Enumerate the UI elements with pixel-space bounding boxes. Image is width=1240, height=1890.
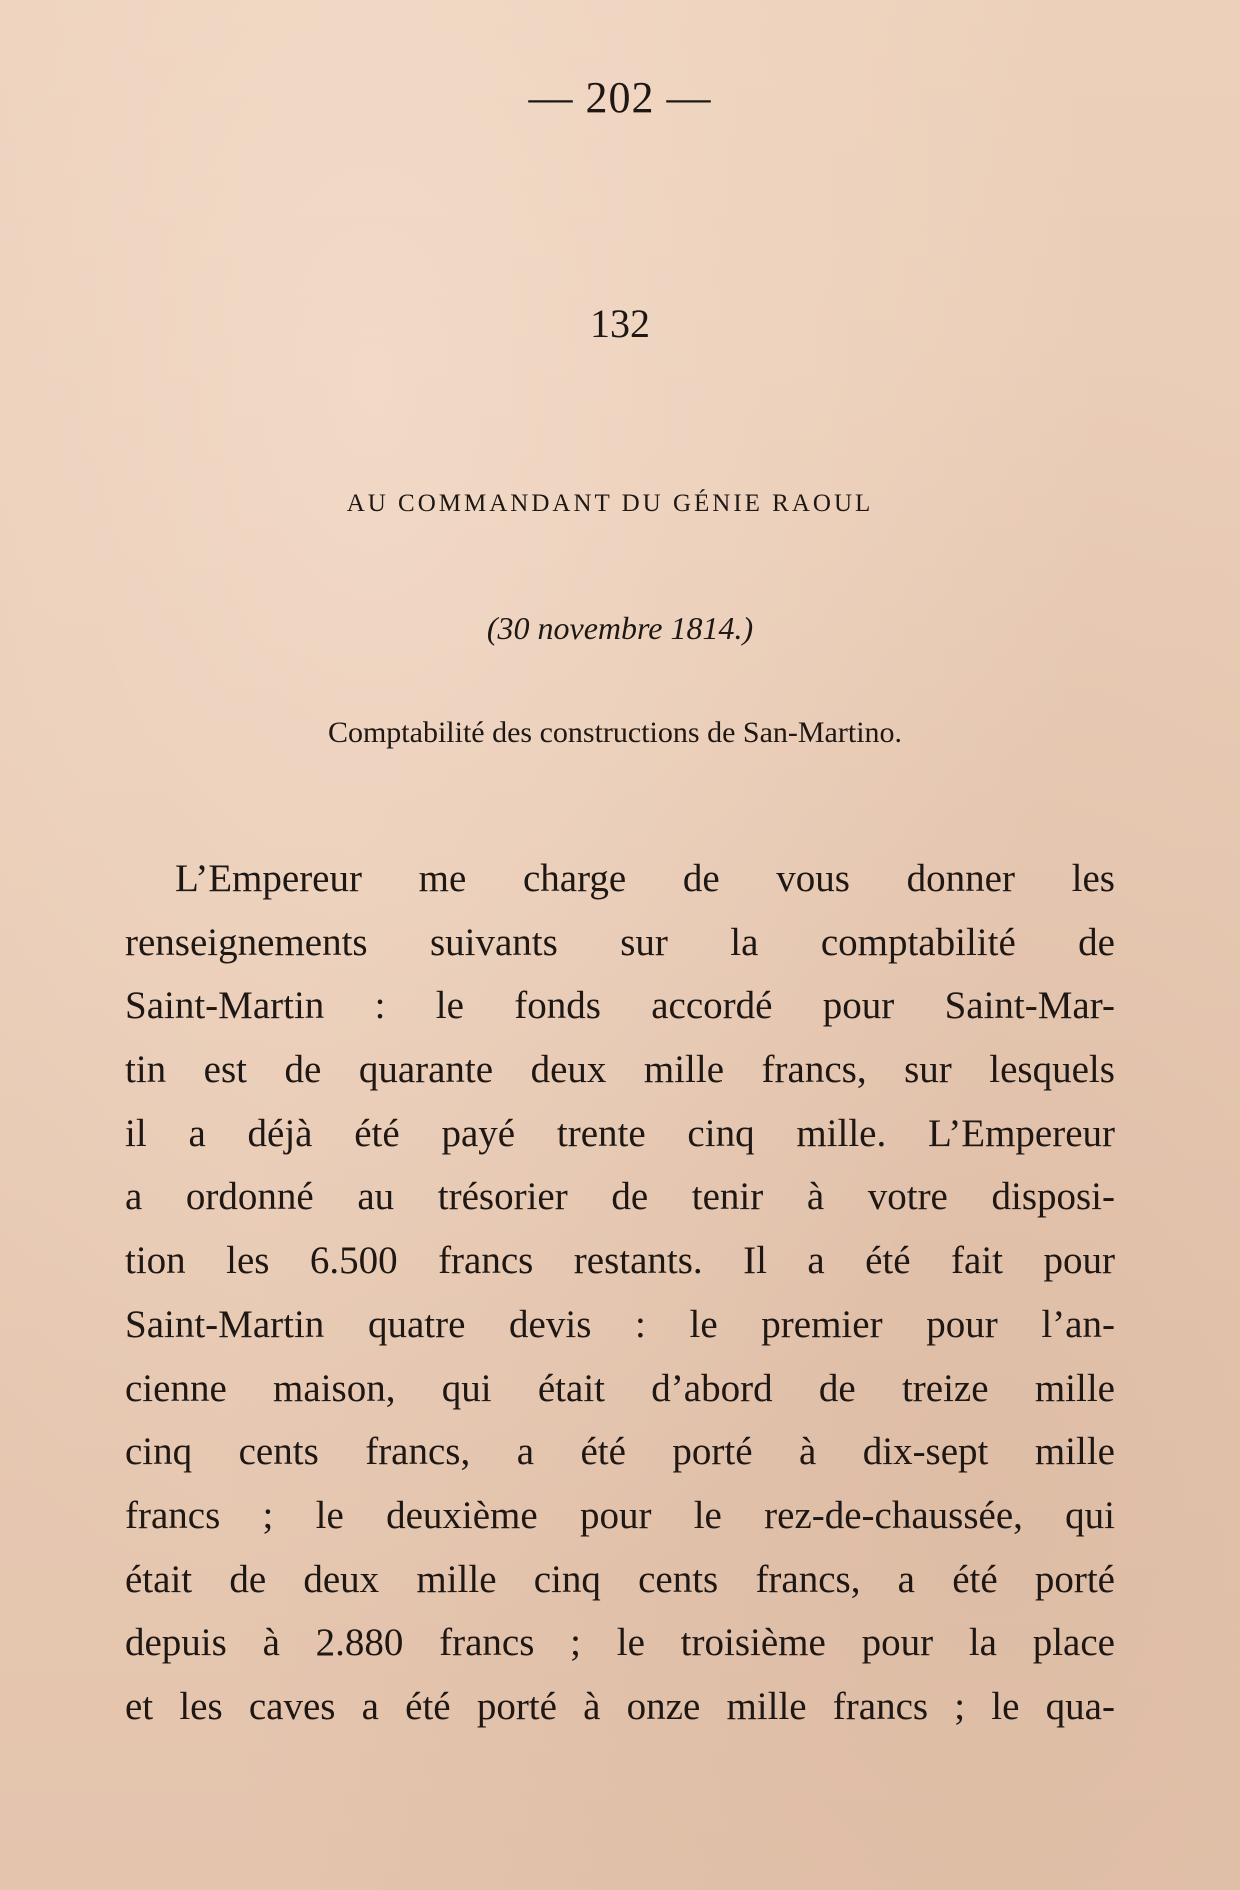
body-word: 6.500 (309, 1239, 398, 1283)
body-word: le (435, 984, 464, 1028)
body-word: ordonné (185, 1175, 314, 1219)
body-word: la (968, 1621, 997, 1665)
body-word: pour (822, 984, 895, 1028)
body-word: cinq (533, 1557, 601, 1601)
body-word: qui (441, 1366, 492, 1410)
body-word: troisième (680, 1621, 826, 1665)
body-word: francs, (365, 1430, 471, 1474)
body-line (125, 983, 1115, 1047)
body-word: L’Empereur (928, 1111, 1115, 1155)
addressee-heading: AU COMMANDANT DU GÉNIE RAOUL (346, 490, 874, 517)
body-word: été (405, 1684, 451, 1728)
body-word: dix-sept (862, 1430, 989, 1474)
body-word: premier (761, 1302, 883, 1346)
body-word: deuxième (386, 1493, 538, 1537)
letter-date: (30 novembre 1814.) (486, 610, 754, 646)
body-word: 2.880 (315, 1621, 404, 1665)
body-word: quatre (367, 1302, 466, 1346)
body-word: ; (954, 1684, 966, 1728)
body-word: le (693, 1493, 722, 1537)
body-word: francs, (755, 1557, 861, 1601)
body-word: était (537, 1366, 606, 1410)
body-word: rez-de-chaussée, (764, 1493, 1023, 1537)
body-word: cinq (687, 1111, 755, 1155)
body-word: vous (776, 857, 850, 900)
body-word: pour (861, 1621, 934, 1665)
body-word: de (611, 1175, 649, 1219)
body-word: suivants (429, 920, 558, 964)
body-word: fonds (514, 984, 601, 1028)
body-word: la (730, 920, 759, 964)
body-line (125, 1684, 1115, 1748)
body-word: me (418, 857, 467, 900)
body-line (125, 1238, 1115, 1302)
body-word: cinq (125, 1430, 193, 1474)
body-word: pour (579, 1493, 652, 1537)
body-word: comptabilité (820, 920, 1016, 964)
body-word: deux (530, 1048, 607, 1092)
body-word: sur (904, 1048, 952, 1092)
body-word: disposi- (991, 1175, 1115, 1219)
body-word: francs (439, 1621, 535, 1665)
body-word: quarante (358, 1048, 494, 1092)
body-word: à (583, 1684, 601, 1728)
body-word: place (1032, 1621, 1115, 1665)
body-text (125, 856, 1115, 1748)
body-word: votre (867, 1175, 948, 1219)
body-word: accordé (651, 984, 773, 1028)
body-word: et (125, 1684, 154, 1728)
body-word: lesquels (989, 1048, 1115, 1092)
body-word: renseignements (125, 920, 368, 964)
body-word: pour (926, 1302, 998, 1346)
body-word: a (516, 1430, 534, 1474)
body-word: donner (906, 857, 1015, 900)
body-line (125, 1174, 1115, 1238)
body-word: mille (643, 1048, 725, 1092)
body-word: été (580, 1430, 626, 1474)
body-word: porté (672, 1430, 753, 1474)
body-word: Il (743, 1239, 767, 1283)
body-word: qua- (1045, 1684, 1115, 1728)
body-word: a (807, 1239, 825, 1283)
body-word: porté (1034, 1557, 1115, 1601)
body-word: au (357, 1175, 395, 1219)
body-word: Saint-Mar- (944, 984, 1115, 1028)
body-word: a (125, 1175, 143, 1219)
body-line (125, 1302, 1115, 1366)
body-word: ; (570, 1621, 582, 1665)
body-word: de (818, 1366, 856, 1410)
body-word: trente (556, 1111, 646, 1155)
body-word: tenir (691, 1175, 764, 1219)
body-word: cents (638, 1557, 719, 1601)
body-word: les (226, 1239, 270, 1283)
body-word: déjà (247, 1111, 313, 1155)
body-word: été (354, 1111, 400, 1155)
body-word: le (991, 1684, 1020, 1728)
body-word: été (865, 1239, 911, 1283)
body-word: de (229, 1557, 267, 1601)
body-word: tion (125, 1239, 186, 1283)
body-word: les (179, 1684, 223, 1728)
body-line (125, 856, 1115, 920)
body-word: sur (620, 920, 668, 964)
body-word: porté (476, 1684, 557, 1728)
body-word: était (125, 1557, 193, 1601)
body-word: charge (522, 857, 627, 900)
body-word: mille (1034, 1366, 1115, 1410)
body-word: depuis (125, 1621, 227, 1665)
body-word: onze (626, 1684, 701, 1728)
body-word: le (689, 1302, 718, 1346)
body-line (125, 1557, 1115, 1621)
body-word: francs (438, 1239, 534, 1283)
body-word: qui (1065, 1493, 1115, 1537)
body-word: tin (125, 1048, 167, 1092)
body-word: les (1071, 857, 1115, 900)
body-word: de (284, 1048, 322, 1092)
body-line (125, 1366, 1115, 1430)
body-word: cienne (125, 1366, 227, 1410)
body-word: francs, (761, 1048, 867, 1092)
body-word: a (897, 1557, 915, 1601)
body-word: à (798, 1430, 817, 1474)
body-word: mille. (796, 1111, 887, 1155)
body-word: : (374, 984, 386, 1028)
body-word: francs (125, 1493, 221, 1537)
body-word: maison, (273, 1366, 396, 1410)
body-word: francs (832, 1684, 929, 1728)
body-word: l’an- (1041, 1302, 1115, 1346)
body-word: il (125, 1111, 147, 1155)
body-line (125, 920, 1115, 984)
body-word: deux (303, 1557, 380, 1601)
body-word: le (315, 1493, 344, 1537)
body-word: restants. (573, 1239, 703, 1283)
body-word: de (682, 857, 720, 900)
body-word: mille (1034, 1430, 1115, 1474)
body-word: Saint-Martin (125, 984, 325, 1028)
body-word: Saint-Martin (125, 1302, 325, 1346)
body-word: à (806, 1175, 825, 1219)
body-line (125, 1047, 1115, 1111)
body-word: le (616, 1621, 645, 1665)
body-word: ; (262, 1493, 274, 1537)
body-word: mille (726, 1684, 807, 1728)
body-word: trésorier (437, 1175, 568, 1219)
body-word: fait (951, 1239, 1003, 1283)
body-line (125, 1620, 1115, 1684)
letter-number: 132 (590, 301, 650, 346)
body-word: devis (509, 1302, 592, 1346)
body-word: caves (248, 1684, 336, 1728)
body-word: pour (1043, 1239, 1115, 1283)
body-word: a (188, 1111, 206, 1155)
body-line (125, 1493, 1115, 1557)
body-word: de (1078, 920, 1115, 964)
body-line (125, 1111, 1115, 1175)
body-word: cents (238, 1430, 319, 1474)
body-word: L’Empereur (175, 857, 362, 900)
body-word: été (952, 1557, 998, 1601)
page-number: — 202 — (528, 73, 712, 122)
body-word: treize (901, 1366, 989, 1410)
body-word: a (361, 1684, 379, 1728)
body-line (125, 1429, 1115, 1493)
body-word: payé (441, 1111, 516, 1155)
letter-subject: Comptabilité des constructions de San-Martino. (327, 716, 903, 749)
body-word: : (635, 1302, 646, 1346)
body-word: d’abord (651, 1366, 773, 1410)
body-word: mille (416, 1557, 497, 1601)
body-word: est (203, 1048, 247, 1092)
body-word: à (262, 1621, 280, 1665)
